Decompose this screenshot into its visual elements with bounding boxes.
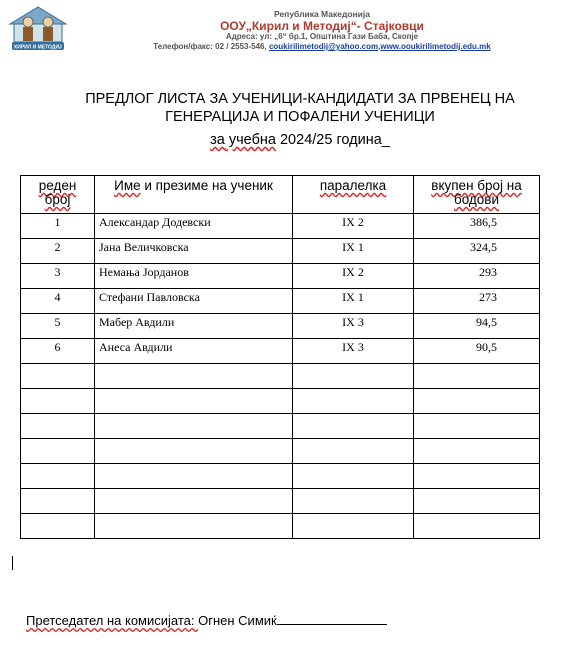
website-link[interactable]: www.ooukirilimetodij.edu.mk (380, 42, 491, 51)
table-row (21, 239, 540, 264)
header-school-name: ООУ„Кирил и Методиј“- Стајковци (220, 19, 424, 33)
cell-name: Анеса Авдили (95, 339, 293, 364)
footer-label: Претседател на комисијата: (26, 613, 199, 628)
cell-points: 386,5 (414, 214, 540, 239)
table-row (21, 364, 540, 389)
cell-class: IX 2 (293, 264, 414, 289)
cell-name: Александар Додевски (95, 214, 293, 239)
table-row (21, 489, 540, 514)
candidates-table (20, 175, 540, 539)
table-header-row (21, 176, 540, 214)
cell-points: 273 (414, 289, 540, 314)
cell-class: IX 1 (293, 239, 414, 264)
table-row (21, 264, 540, 289)
svg-text:КИРИЛ И МЕТОДИЈ: КИРИЛ И МЕТОДИЈ (14, 44, 62, 51)
col-header-points: вкупен број на бодови (414, 176, 540, 214)
col-header-class: паралелка (293, 176, 414, 214)
cell-name (95, 489, 293, 514)
cell-num: 4 (21, 289, 95, 314)
cell-name: Немања Јорданов (95, 264, 293, 289)
cell-class (293, 364, 414, 389)
cell-name (95, 364, 293, 389)
table-row (21, 314, 540, 339)
cell-class: IX 3 (293, 339, 414, 364)
cell-name: Јана Величковска (95, 239, 293, 264)
cell-class: IX 2 (293, 214, 414, 239)
cell-class (293, 389, 414, 414)
cell-num: 2 (21, 239, 95, 264)
cell-points (414, 514, 540, 539)
cell-num (21, 514, 95, 539)
cell-num (21, 389, 95, 414)
cell-num: 6 (21, 339, 95, 364)
cell-points: 293 (414, 264, 540, 289)
cell-name (95, 464, 293, 489)
col-header-name: Име и презиме на ученик (95, 176, 293, 214)
table-row (21, 464, 540, 489)
cell-name (95, 439, 293, 464)
cell-points (414, 389, 540, 414)
cell-class (293, 464, 414, 489)
cell-points: 90,5 (414, 339, 540, 364)
cell-points: 324,5 (414, 239, 540, 264)
cell-name (95, 389, 293, 414)
header-phone: Телефон/факс: 02 / 2553-546, (153, 42, 269, 51)
header-country: Република Македонија (274, 9, 370, 19)
title-line-2: ГЕНЕРАЦИЈА И ПОФАЛЕНИ УЧЕНИЦИ (165, 109, 435, 125)
cell-points (414, 439, 540, 464)
col-header-number: реден број (21, 176, 95, 214)
header-address: Адреса: ул: „6“ бр.1, Општина Гази Баба, Скопје (225, 32, 419, 41)
school-logo (6, 4, 70, 54)
cell-num: 5 (21, 314, 95, 339)
cell-name: Стефани Павловска (95, 289, 293, 314)
cell-num: 3 (21, 264, 95, 289)
cell-points: 94,5 (414, 314, 540, 339)
cell-num (21, 464, 95, 489)
cell-points (414, 364, 540, 389)
cell-points (414, 464, 540, 489)
signature-blank (277, 614, 387, 625)
footer-signature-line (26, 613, 387, 628)
cell-class (293, 489, 414, 514)
cell-class (293, 514, 414, 539)
cell-name: Мабер Авдили (95, 314, 293, 339)
table-row (21, 389, 540, 414)
table-row (21, 414, 540, 439)
text-cursor (12, 556, 13, 570)
title-line-1: ПРЕДЛОГ ЛИСТА ЗА УЧЕНИЦИ-КАНДИДАТИ ЗА ПРВЕНЕЦ НА (85, 91, 515, 107)
title-word-za: за (210, 132, 225, 148)
cell-class: IX 1 (293, 289, 414, 314)
cell-points (414, 489, 540, 514)
table-row (21, 514, 540, 539)
email-link[interactable]: coukirilimetodij@yahoo.com (268, 42, 379, 51)
cell-class (293, 414, 414, 439)
cell-name (95, 414, 293, 439)
table-row (21, 439, 540, 464)
table-row (21, 339, 540, 364)
footer-name: Огнен Симиќ (198, 613, 277, 628)
cell-num (21, 489, 95, 514)
title-year: 2024/25 година_ (275, 132, 390, 148)
header-contact: Телефон/факс: 02 / 2553-546, coukirilimetodij@yahoo.com,www.ooukirilimetodij.edu.mk (153, 42, 491, 51)
cell-points (414, 414, 540, 439)
cell-name (95, 514, 293, 539)
cell-class: IX 3 (293, 314, 414, 339)
cell-num: 1 (21, 214, 95, 239)
cell-num (21, 439, 95, 464)
table-row (21, 289, 540, 314)
cell-num (21, 364, 95, 389)
table-row (21, 214, 540, 239)
title-word-uchebna: учебна (224, 132, 276, 148)
title-line-3 (40, 131, 560, 149)
cell-class (293, 439, 414, 464)
cell-num (21, 414, 95, 439)
